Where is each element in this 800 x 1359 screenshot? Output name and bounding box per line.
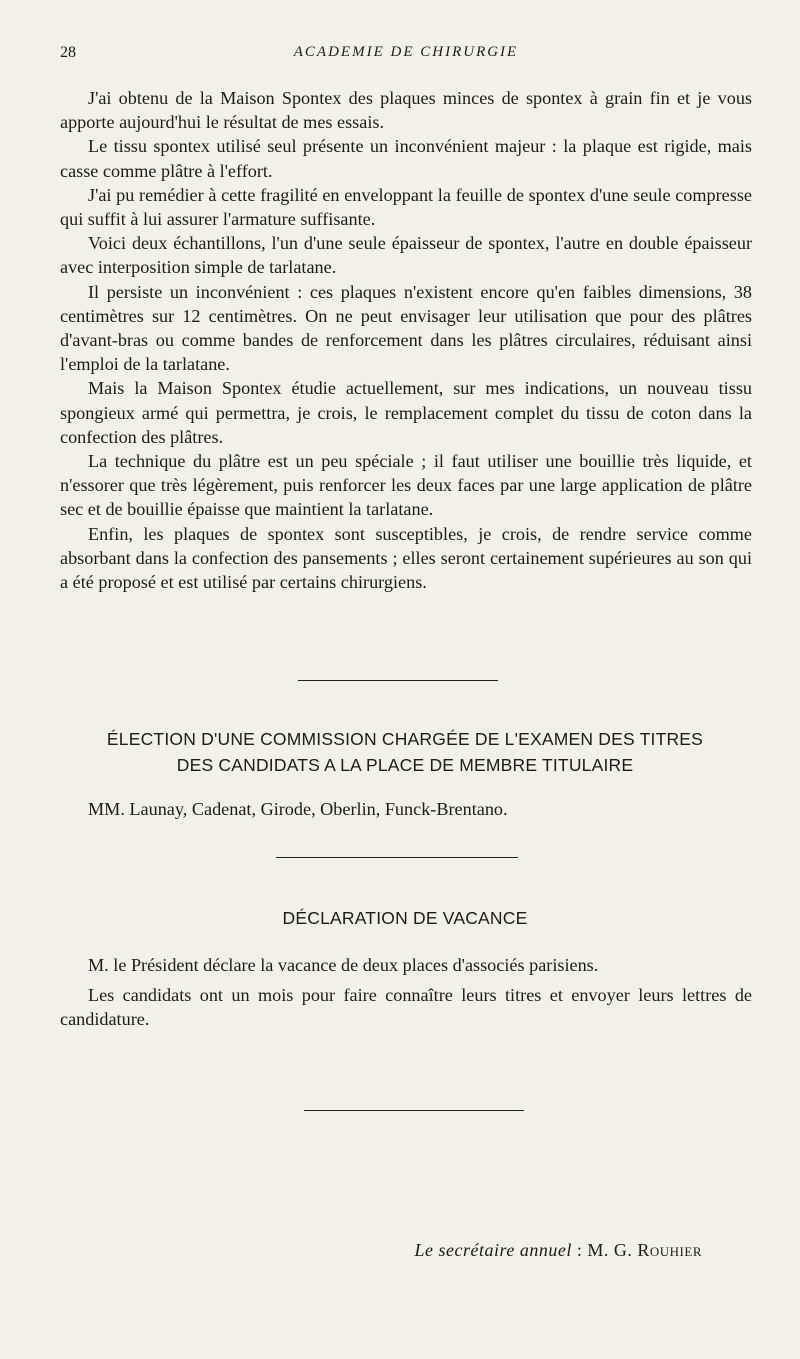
signature [415, 1240, 702, 1261]
vacancy-text [60, 953, 752, 1032]
section-divider [276, 857, 518, 858]
members-list: MM. Launay, Cadenat, Girode, Oberlin, Funck-Brentano. [88, 799, 508, 819]
paragraph: M. le Président déclare la vacance de deux places d'associés parisiens. [88, 955, 599, 975]
page-number: 28 [60, 44, 76, 61]
paragraph: Les candidats ont un mois pour faire connaître leurs titres et envoyer leurs lettres de candidature. [60, 985, 752, 1030]
section-divider [304, 1110, 524, 1111]
vacancy-heading [40, 905, 770, 931]
signature-initials: M. G. [587, 1240, 638, 1260]
signature-separator: : [571, 1240, 588, 1260]
page-header [60, 44, 752, 66]
section-divider [298, 680, 498, 681]
paragraph: J'ai obtenu de la Maison Spontex des plaques minces de spontex à grain fin et je vous apporte aujourd'hui le résultat de mes essais. [60, 88, 752, 133]
paragraph: Enfin, les plaques de spontex sont susceptibles, je crois, de rendre service comme absorbant dans la confection des pansements ; elles seront certainement supérieures au son qui a été proposé et est utilisé par certains chirurgiens. [60, 523, 752, 593]
running-title: ACADEMIE DE CHIRURGIE [293, 44, 519, 60]
body-text [60, 86, 752, 594]
paragraph: Mais la Maison Spontex étudie actuellement, sur mes indications, un nouveau tissu spongieux armé qui permettra, je crois, le remplacement complet du tissu de coton dans la confection des plâtres. [60, 378, 752, 447]
paragraph: Il persiste un inconvénient : ces plaques n'existent encore qu'en faibles dimensions, 38 centimètres sur 12 centimètres. On ne peut envisager leur utilisation que pour des plâtres d'avant-bras ou comme bandes de renforcement dans les plâtres circulaires, réduisant ainsi l'emploi de la tarlatane. [60, 281, 752, 375]
signature-role: Le secrétaire annuel [414, 1240, 572, 1260]
paragraph: La technique du plâtre est un peu spéciale ; il faut utiliser une bouillie très liquide, et n'essorer que très légèrement, puis renforcer les deux faces par une large application de plâtre sec et de bouillie épaisse que maintient la tarlatane. [60, 451, 752, 520]
commission-members [60, 797, 752, 821]
vacancy-heading-text: DÉCLARATION DE VACANCE [282, 908, 528, 928]
election-heading [40, 726, 770, 778]
election-heading-line-2: DES CANDIDATS A LA PLACE DE MEMBRE TITULAIRE [176, 755, 634, 775]
paragraph: J'ai pu remédier à cette fragilité en enveloppant la feuille de spontex d'une seule compresse qui suffit à lui assurer l'armature suffisante. [60, 184, 752, 230]
election-heading-line-1: ÉLECTION D'UNE COMMISSION CHARGÉE DE L'EXAMEN DES TITRES [106, 729, 704, 749]
signature-surname: Rouhier [637, 1240, 702, 1260]
paragraph: Le tissu spontex utilisé seul présente un inconvénient majeur : la plaque est rigide, mais casse comme plâtre à l'effort. [60, 136, 752, 181]
paragraph: Voici deux échantillons, l'un d'une seule épaisseur de spontex, l'autre en double épaisseur avec interposition simple de tarlatane. [60, 233, 752, 278]
